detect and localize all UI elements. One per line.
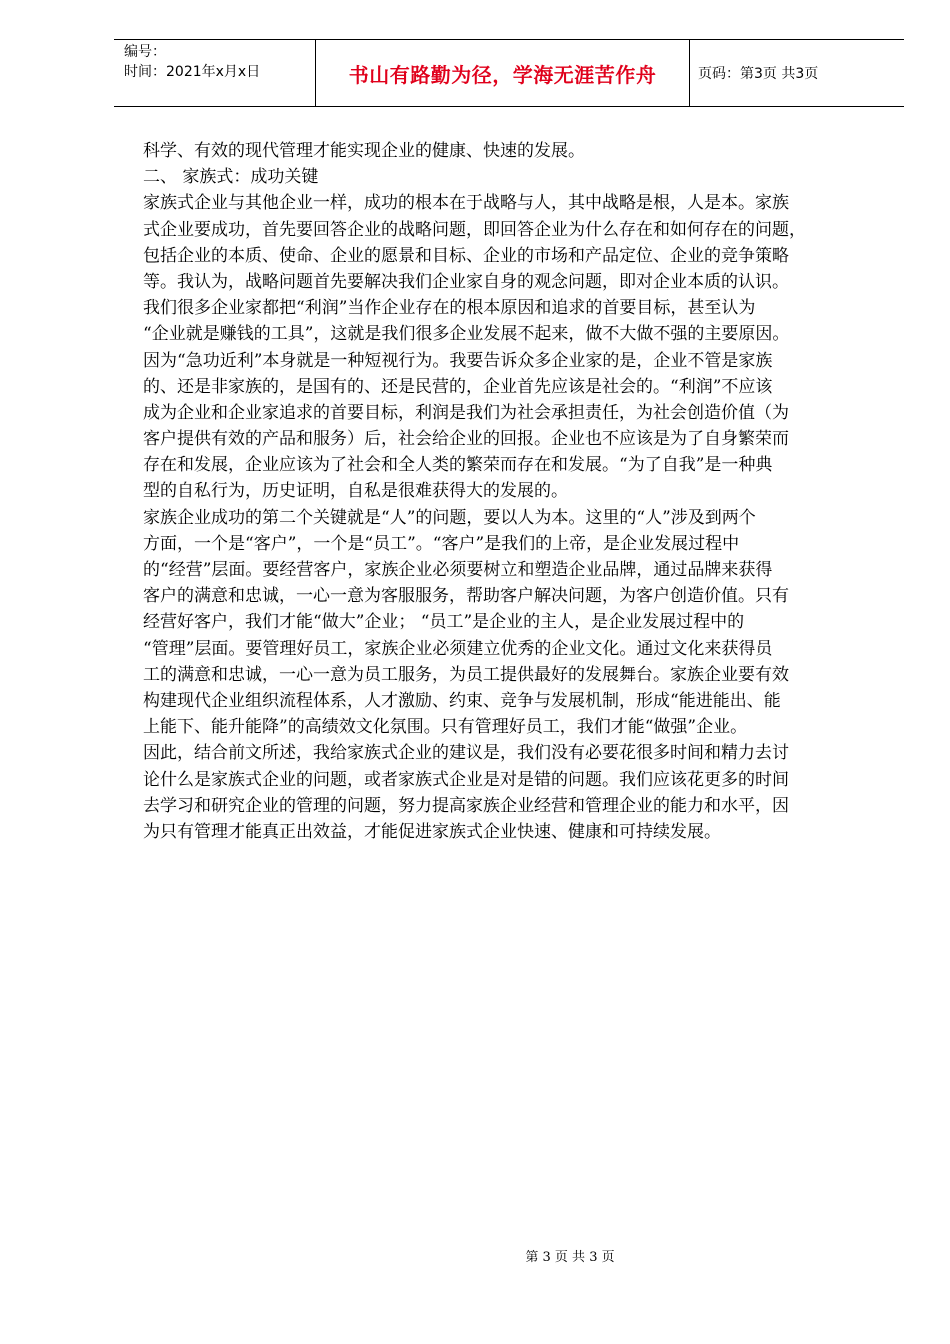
body-text-line: 的、还是非家族的，是国有的、还是民营的，企业首先应该是社会的。“利润”不应该 — [143, 376, 773, 397]
body-text-line: 等。我认为，战略问题首先要解决我们企业家自身的观念问题，即对企业本质的认识。 — [143, 271, 789, 292]
body-text-line: 存在和发展，企业应该为了社会和全人类的繁荣而存在和发展。“为了自我”是一种典 — [143, 455, 773, 476]
body-text-line: 我们很多企业家都把“利润”当作企业存在的根本原因和追求的首要目标，甚至认为 — [143, 298, 756, 319]
body-text-line: 包括企业的本质、使命、企业的愿景和目标、企业的市场和产品定位、企业的竞争策略 — [143, 245, 789, 266]
body-text-line: 方面，一个是“客户”，一个是“员工”。“客户”是我们的上帝，是企业发展过程中 — [143, 533, 740, 554]
header-motto-cell — [316, 40, 690, 106]
header-meta-cell — [114, 40, 316, 106]
body-text-line: 家族式企业与其他企业一样，成功的根本在于战略与人，其中战略是根，人是本。家族 — [143, 193, 789, 214]
footer-page-number: 第 3 页 共 3 页 — [525, 1250, 615, 1265]
document-header — [114, 39, 904, 107]
body-text-line: 型的自私行为，历史证明，自私是很难获得大的发展的。 — [143, 481, 568, 502]
body-text-line: 为只有管理才能真正出效益，才能促进家族式企业快速、健康和可持续发展。 — [143, 821, 721, 842]
body-text-line: 科学、有效的现代管理才能实现企业的健康、快速的发展。 — [143, 141, 585, 161]
body-text-line: 论什么是家族式企业的问题，或者家族式企业是对是错的问题。我们应该花更多的时间 — [143, 769, 789, 790]
body-text-line: “企业就是赚钱的工具”，这就是我们很多企业发展不起来，做不大做不强的主要原因。 — [143, 324, 790, 345]
body-text-line: “管理”层面。要管理好员工，家族企业必须建立优秀的企业文化。通过文化来获得员 — [143, 638, 773, 659]
body-text-line: 上能下、能升能降”的高绩效文化氛围。只有管理好员工，我们才能“做强”企业。 — [143, 717, 748, 738]
document-time-label: 时间：2021年x月x日 — [124, 64, 261, 80]
body-text-line: 经营好客户，我们才能“做大”企业； “员工”是企业的主人，是企业发展过程中的 — [143, 612, 745, 633]
body-text-line: 因此，结合前文所述，我给家族式企业的建议是，我们没有必要花很多时间和精力去讨 — [143, 743, 789, 764]
page-footer — [0, 1246, 950, 1265]
header-page-info: 页码：第3页 共3页 — [698, 66, 819, 82]
header-page-cell — [690, 40, 904, 106]
body-text-line: 式企业要成功，首先要回答企业的战略问题，即回答企业为什么存在和如何存在的问题， — [143, 219, 806, 240]
body-text-line: 二、 家族式：成功关键 — [143, 167, 319, 188]
body-text-line: 因为“急功近利”本身就是一种短视行为。我要告诉众多企业家的是，企业不管是家族 — [143, 350, 773, 371]
body-text-line: 家族企业成功的第二个关键就是“人”的问题，要以人为本。这里的“人”涉及到两个 — [143, 507, 756, 528]
document-number-label: 编号： — [124, 44, 166, 60]
body-text-line: 构建现代企业组织流程体系，人才激励、约束、竞争与发展机制，形成“能进能出、能 — [143, 690, 781, 711]
body-text-line: 客户提供有效的产品和服务）后，社会给企业的回报。企业也不应该是为了自身繁荣而 — [143, 429, 789, 450]
body-text-line: 的“经营”层面。要经营客户，家族企业必须要树立和塑造企业品牌，通过品牌来获得 — [143, 560, 773, 580]
header-motto: 书山有路勤为径，学海无涯苦作舟 — [348, 62, 657, 87]
body-text-line: 工的满意和忠诚，一心一意为员工服务，为员工提供最好的发展舞台。家族企业要有效 — [143, 664, 789, 685]
body-text-line: 去学习和研究企业的管理的问题，努力提高家族企业经营和管理企业的能力和水平，因 — [143, 795, 789, 816]
document-body — [143, 138, 888, 845]
body-text-line: 成为企业和企业家追求的首要目标，利润是我们为社会承担责任，为社会创造价值（为 — [143, 402, 789, 423]
body-text-line: 客户的满意和忠诚，一心一意为客服服务，帮助客户解决问题，为客户创造价值。只有 — [143, 586, 789, 607]
